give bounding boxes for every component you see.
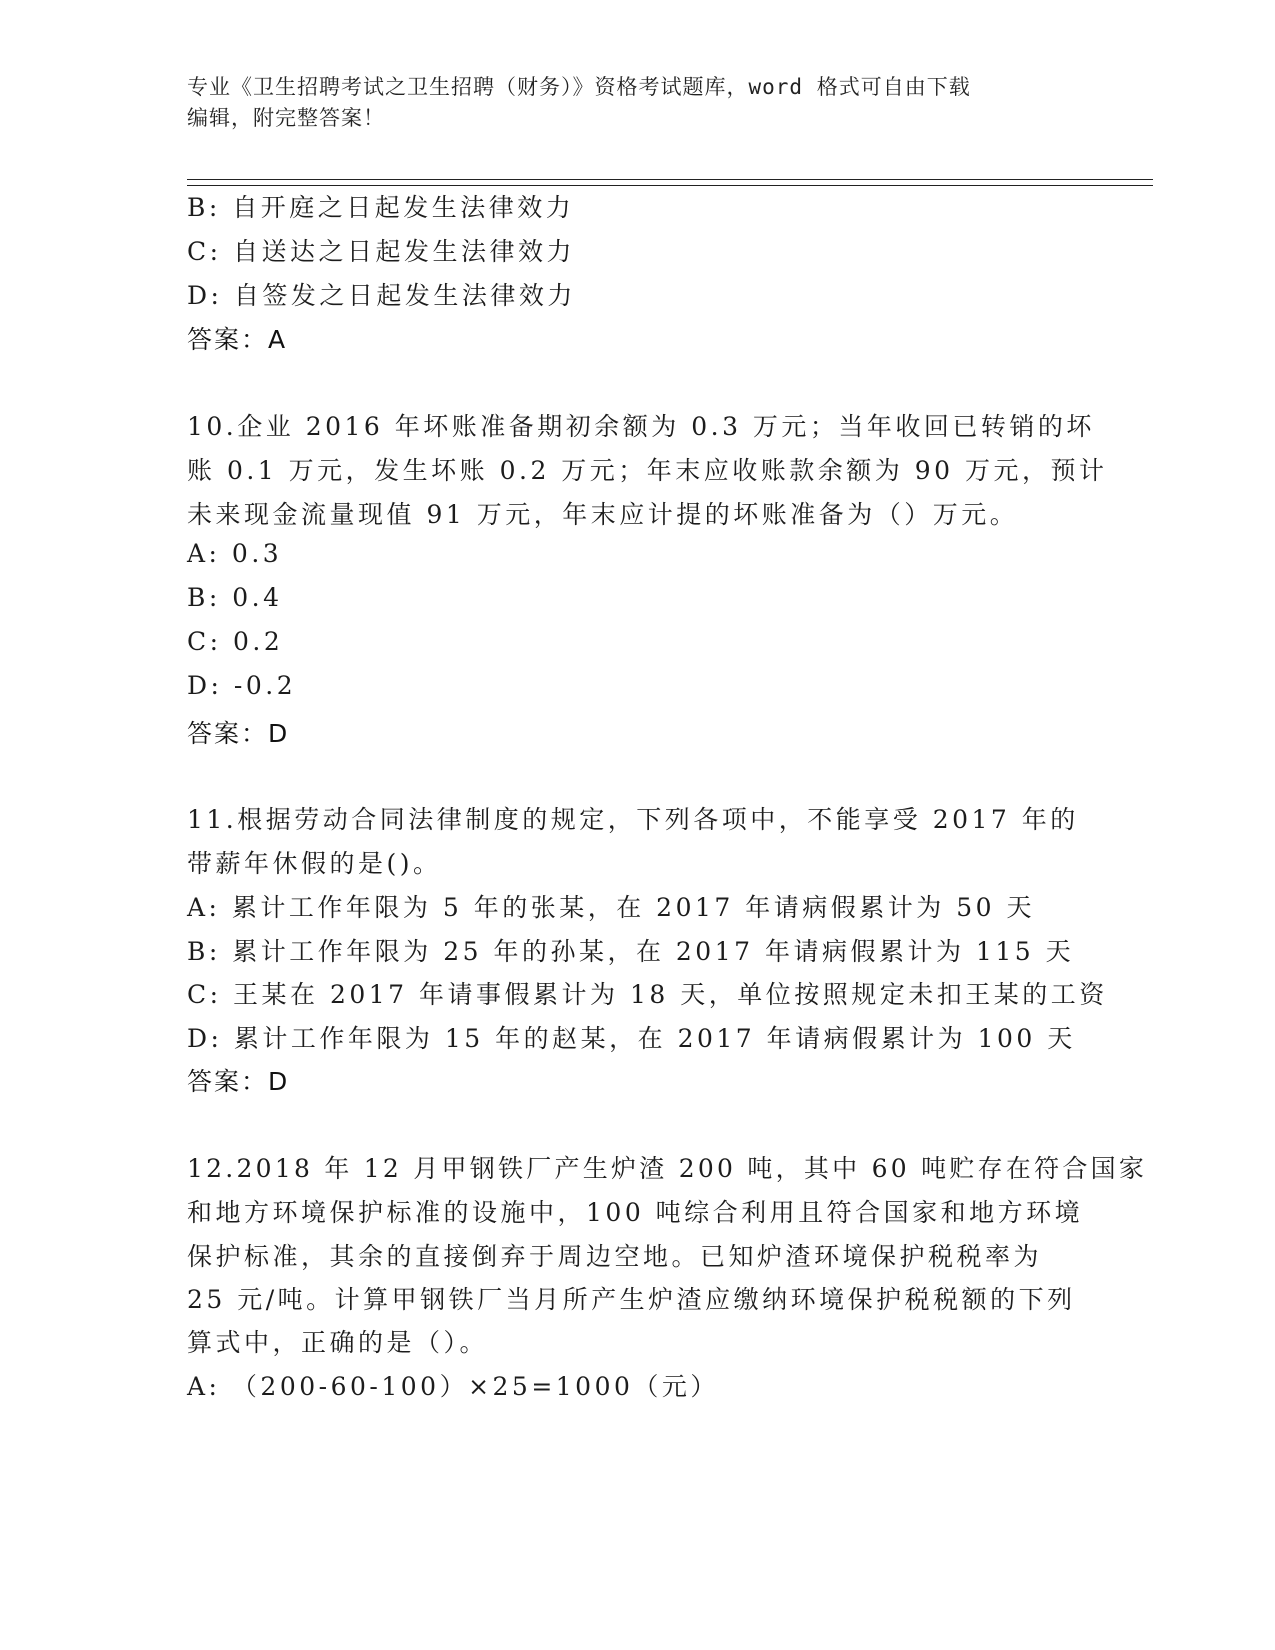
q9-option-c: C: 自送达之日起发生法律效力	[187, 237, 575, 266]
q12-stem-line-3: 保护标准，其余的直接倒弃于周边空地。已知炉渣环境保护税税率为	[187, 1242, 1043, 1271]
q10-option-a: A: 0.3	[187, 539, 283, 568]
q11-option-a: A: 累计工作年限为 5 年的张某，在 2017 年请病假累计为 50 天	[187, 893, 1035, 922]
q10-option-c: C: 0.2	[187, 627, 284, 656]
header-line-1: 专业《卫生招聘考试之卫生招聘（财务）》资格考试题库，word 格式可自由下载	[187, 75, 971, 99]
q12-stem-line-4: 25 元/吨。计算甲钢铁厂当月所产生炉渣应缴纳环境保护税税额的下列	[187, 1285, 1076, 1314]
q10-stem-line-2: 账 0.1 万元，发生坏账 0.2 万元；年末应收账款余额为 90 万元，预计	[187, 456, 1108, 485]
q9-option-d: D: 自签发之日起发生法律效力	[187, 281, 576, 310]
q10-option-b: B: 0.4	[187, 583, 283, 612]
q9-option-b: B: 自开庭之日起发生法律效力	[187, 193, 575, 222]
q10-stem-line-3: 未来现金流量现值 91 万元，年末应计提的坏账准备为（）万元。	[187, 500, 1019, 529]
q12-stem-line-5: 算式中，正确的是（）。	[187, 1328, 489, 1357]
header-divider-top	[187, 179, 1153, 180]
q9-answer: 答案：A	[187, 325, 288, 354]
q10-option-d: D: -0.2	[187, 671, 297, 700]
q11-option-b: B: 累计工作年限为 25 年的孙某，在 2017 年请病假累计为 115 天	[187, 937, 1075, 966]
q11-answer: 答案：D	[187, 1067, 290, 1096]
q11-option-d: D: 累计工作年限为 15 年的赵某，在 2017 年请病假累计为 100 天	[187, 1024, 1076, 1053]
page-header	[187, 72, 1077, 134]
q10-stem-line-1: 10.企业 2016 年坏账准备期初余额为 0.3 万元；当年收回已转销的坏	[187, 412, 1095, 441]
q11-stem-line-2: 带薪年休假的是()。	[187, 849, 442, 878]
header-divider-bottom	[187, 185, 1153, 186]
q12-stem-line-1: 12.2018 年 12 月甲钢铁厂产生炉渣 200 吨，其中 60 吨贮存在符合国家	[187, 1154, 1148, 1183]
q12-option-a: A: （200-60-100）×25=1000（元）	[187, 1372, 719, 1401]
q12-stem-line-2: 和地方环境保护标准的设施中，100 吨综合利用且符合国家和地方环境	[187, 1198, 1084, 1227]
q11-option-c: C: 王某在 2017 年请事假累计为 18 天，单位按照规定未扣王某的工资	[187, 980, 1108, 1009]
q10-answer: 答案：D	[187, 719, 290, 748]
q11-stem-line-1: 11.根据劳动合同法律制度的规定，下列各项中，不能享受 2017 年的	[187, 805, 1079, 834]
header-line-2: 编辑，附完整答案！	[187, 106, 385, 130]
